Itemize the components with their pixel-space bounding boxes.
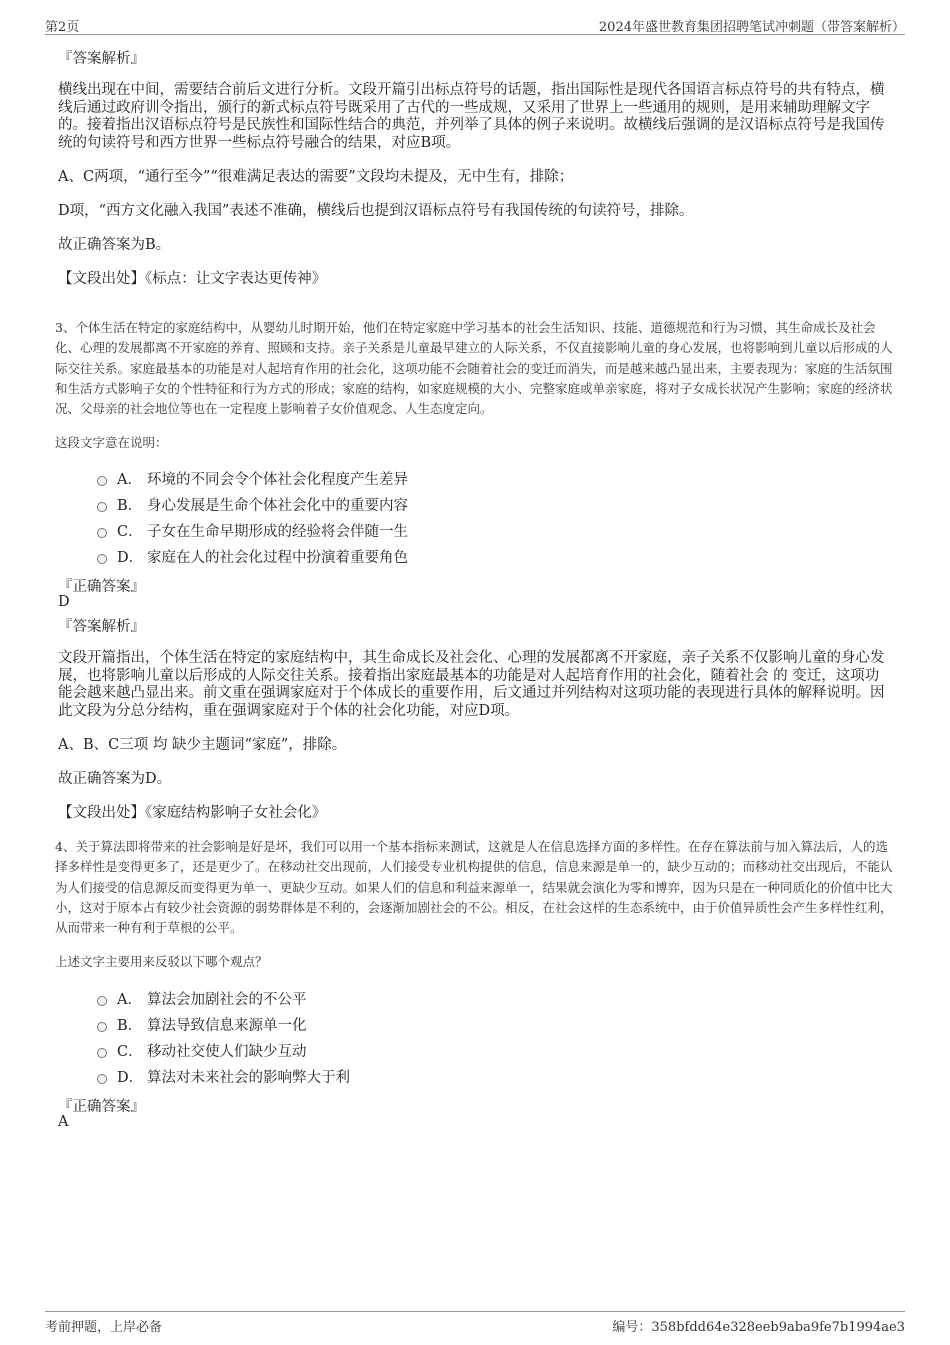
page-number: 第2页 (45, 20, 80, 35)
radio-icon[interactable] (97, 1074, 107, 1084)
option-text: 算法会加剧社会的不公平 (147, 992, 307, 1008)
q2-source: 【文段出处】《标点：让文字表达更传神》 (58, 271, 327, 287)
option-letter: A． (117, 472, 142, 488)
q2-conclusion: 故正确答案为B。 (58, 237, 171, 253)
q3-question-text: 3、个体生活在特定的家庭结构中，从婴幼儿时期开始，他们在特定家庭中学习基本的社会生活知识、技能、道德规范和行为习惯，其生命成长及社会化、心理的发展都离不开家庭的养育、照顾和支持。亲子关系是儿童最早建立的人际关系，不仅直接影响儿童的身心发展，也将影响到儿童以后形成的人际交往关系。家庭最基本的功能是对人起培育作用的社会化，这项功能不会随着社会的变迁而消失，而是越来越凸显出来，主要表现为：家庭的生活氛围和生活方式影响子女的个性特征和行为方式的形成；家庭的结构，如家庭规模的大小、完整家庭或单亲家庭，将对子女成长状况产生影响；家庭的经济状况、父母亲的社会地位等也在一定程度上影响着子女价值观念、人生态度定向。 (55, 320, 893, 417)
radio-icon[interactable] (97, 502, 107, 512)
q4-prompt: 上述文字主要用来反驳以下哪个观点？ (55, 954, 268, 969)
document-title: 2024年盛世教育集团招聘笔试冲刺题（带答案解析） (598, 20, 905, 35)
q3-prompt: 这段文字意在说明： (55, 435, 168, 450)
option-text: 算法导致信息来源单一化 (147, 1018, 307, 1034)
option-text: 移动社交使人们缺少互动 (147, 1044, 307, 1060)
q4-correct-title: 『正确答案』 (58, 1099, 145, 1115)
radio-icon[interactable] (97, 476, 107, 486)
radio-icon[interactable] (97, 1022, 107, 1032)
option-text: 环境的不同会令个体社会化程度产生差异 (147, 472, 408, 488)
q4-correct-answer: A (58, 1114, 69, 1130)
option-letter: B． (117, 498, 143, 514)
radio-icon[interactable] (97, 996, 107, 1006)
q3-conclusion: 故正确答案为D。 (58, 771, 172, 787)
document-code: 编号：358bfdd64e328eeb9aba9fe7b1994ae3 (612, 1320, 905, 1335)
q3-correct-title: 『正确答案』 (58, 579, 145, 595)
option-letter: C． (117, 1044, 143, 1060)
radio-icon[interactable] (97, 554, 107, 564)
option-text: 算法对未来社会的影响弊大于利 (147, 1070, 350, 1086)
option-letter: B． (117, 1018, 143, 1034)
option-letter: C． (117, 524, 143, 540)
option-letter: D． (117, 550, 144, 566)
footer-slogan: 考前押题，上岸必备 (45, 1320, 163, 1335)
option-text: 子女在生命早期形成的经验将会伴随一生 (147, 524, 408, 540)
option-letter: D． (117, 1070, 144, 1086)
option-letter: A． (117, 992, 142, 1008)
option-text: 家庭在人的社会化过程中扮演着重要角色 (147, 550, 408, 566)
q2-analysis-title: 『答案解析』 (58, 51, 145, 67)
q3-analysis-title: 『答案解析』 (58, 619, 145, 635)
q3-analysis-paragraph: 文段开篇指出，个体生活在特定的家庭结构中，其生命成长及社会化、心理的发展都离不开家庭，亲子关系不仅影响儿童的身心发展，也将影响儿童以后形成的人际交往关系。接着指出家庭最基本的功能是对人起培育作用的社会化，随着社会 的 变迁，这项功能会越来越凸显出来。前文重在强调家庭对于个体成长的重要作用，后文通过并列结构对这项功能的表现进行具体的解释说明。因此文段为分总分结构，重在强调家庭对于个体的社会化功能，对应D项。 (58, 650, 885, 719)
radio-icon[interactable] (97, 1048, 107, 1058)
q3-analysis-note: A、B、C三项 均 缺少主题词“家庭”，排除。 (58, 737, 347, 753)
option-text: 身心发展是生命个体社会化中的重要内容 (147, 498, 408, 514)
q2-analysis-paragraph: 横线出现在中间，需要结合前后文进行分析。文段开篇引出标点符号的话题，指出国际性是现代各国语言标点符号的共有特点，横线后通过政府训令指出，颁行的新式标点符号既采用了古代的一些成规，又采用了世界上一些通用的规则，是用来辅助理解文字的。接着指出汉语标点符号是民族性和国际性结合的典范，并列举了具体的例子来说明。故横线后强调的是汉语标点符号是我国传统的句读符号和西方世界一些标点符号融合的结果，对应B项。 (58, 82, 885, 151)
page-footer (45, 1311, 905, 1335)
q4-question-text: 4、关于算法即将带来的社会影响是好是坏，我们可以用一个基本指标来测试，这就是人在信息选择方面的多样性。在存在算法前与加入算法后，人的选择多样性是变得更多了，还是更少了。在移动社交出现前，人们接受专业机构提供的信息，信息来源是单一的，缺少互动的；而移动社交出现后，不能认为人们接受的信息源反而变得更为单一、更缺少互动。如果人们的信息和利益来源单一，结果就会演化为零和博弈，因为只是在一种同质化的价值中比大小，这对于原本占有较少社会资源的弱势群体是不利的，会逐渐加剧社会的不公。相反，在社会这样的生态系统中，由于价值异质性会产生多样性红利，从而带来一种有利于草根的公平。 (55, 839, 893, 936)
q3-correct-answer: D (58, 594, 70, 610)
q3-source: 【文段出处】《家庭结构影响子女社会化》 (58, 805, 327, 821)
radio-icon[interactable] (97, 528, 107, 538)
page-header (45, 14, 905, 35)
q2-analysis-note-d: D项，“西方文化融入我国”表述不准确，横线后也提到汉语标点符号有我国传统的句读符号，排除。 (58, 203, 694, 219)
q2-analysis-note-ac: A、C两项，“通行至今”“很难满足表达的需要”文段均未提及，无中生有，排除； (58, 169, 574, 185)
